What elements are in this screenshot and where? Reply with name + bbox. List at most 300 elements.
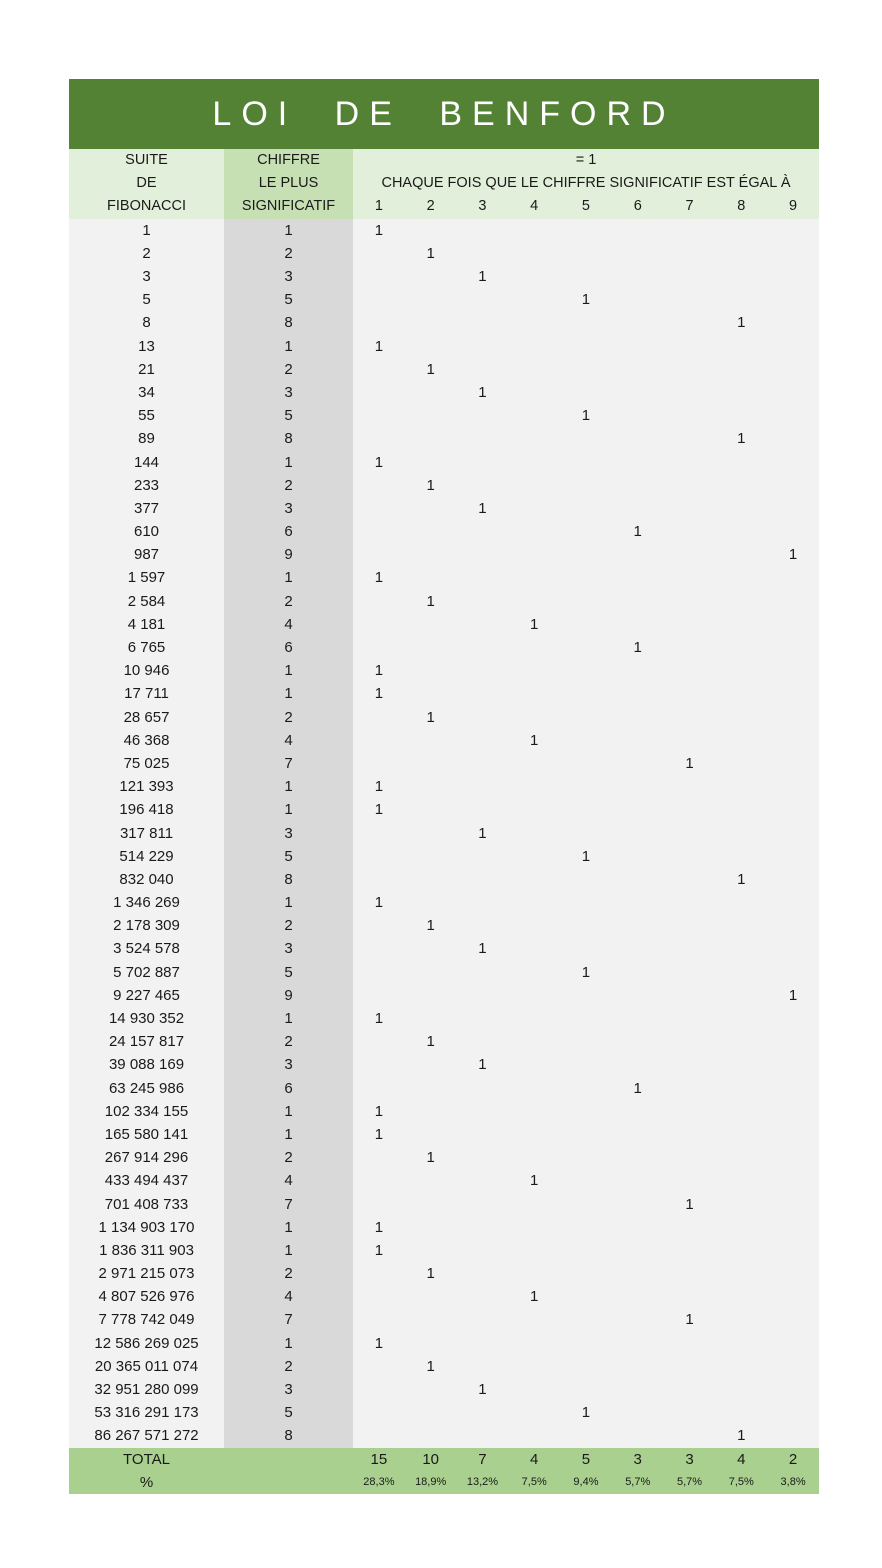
table-row — [69, 914, 819, 937]
digit-cell-6 — [612, 311, 664, 334]
digit-cell-4 — [508, 566, 560, 589]
table-row — [69, 659, 819, 682]
leading-digit: 2 — [224, 914, 353, 937]
digit-cell-2 — [405, 868, 457, 891]
digit-cell-2 — [405, 1216, 457, 1239]
fibonacci-value: 17 711 — [69, 682, 224, 705]
table-row — [69, 358, 819, 381]
digit-cell-8 — [715, 1378, 767, 1401]
digit-cell-7 — [664, 1332, 716, 1355]
leading-digit: 2 — [224, 1146, 353, 1169]
fibonacci-value: 55 — [69, 404, 224, 427]
digit-cell-9 — [767, 1216, 819, 1239]
leading-digit: 5 — [224, 845, 353, 868]
digit-cell-2 — [405, 1007, 457, 1030]
digit-cell-2 — [405, 1285, 457, 1308]
digit-cell-8 — [715, 1007, 767, 1030]
digit-cell-5 — [560, 613, 612, 636]
digit-cell-1: 1 — [353, 1332, 405, 1355]
digit-cell-2 — [405, 497, 457, 520]
header-row-3 — [69, 195, 819, 218]
digit-cell-2 — [405, 845, 457, 868]
digit-cell-7 — [664, 914, 716, 937]
digit-cell-1 — [353, 613, 405, 636]
digit-cell-6 — [612, 682, 664, 705]
digit-cell-3 — [457, 613, 509, 636]
digit-cell-7 — [664, 566, 716, 589]
digit-cell-1 — [353, 937, 405, 960]
header-row-1 — [69, 149, 819, 172]
digit-cell-5: 1 — [560, 961, 612, 984]
leading-digit: 2 — [224, 1355, 353, 1378]
digit-cell-5 — [560, 1007, 612, 1030]
digit-cell-1 — [353, 590, 405, 613]
leading-digit: 9 — [224, 984, 353, 1007]
digit-cell-5 — [560, 1332, 612, 1355]
digit-cell-1 — [353, 752, 405, 775]
digit-cell-6 — [612, 590, 664, 613]
digit-cell-9 — [767, 566, 819, 589]
digit-cell-3 — [457, 474, 509, 497]
digit-cell-5 — [560, 1308, 612, 1331]
digit-cell-3 — [457, 775, 509, 798]
digit-cell-1 — [353, 404, 405, 427]
digit-cell-8 — [715, 474, 767, 497]
digit-cell-7 — [664, 404, 716, 427]
leading-digit: 1 — [224, 798, 353, 821]
leading-digit: 3 — [224, 1378, 353, 1401]
leading-digit: 3 — [224, 381, 353, 404]
digit-cell-1: 1 — [353, 1216, 405, 1239]
digit-cell-1 — [353, 242, 405, 265]
header-digit-line1: CHIFFRE — [224, 149, 353, 172]
table-row — [69, 242, 819, 265]
digit-cell-2 — [405, 937, 457, 960]
digit-cell-5 — [560, 543, 612, 566]
percent-value: 7,5% — [715, 1471, 767, 1494]
digit-cell-8 — [715, 404, 767, 427]
table-row — [69, 1192, 819, 1215]
digit-cell-9 — [767, 775, 819, 798]
digit-cell-3 — [457, 752, 509, 775]
digit-cell-7 — [664, 1262, 716, 1285]
digit-cell-8 — [715, 798, 767, 821]
table-row — [69, 1332, 819, 1355]
digit-cell-8 — [715, 914, 767, 937]
digit-cell-1 — [353, 845, 405, 868]
digit-cell-1 — [353, 868, 405, 891]
digit-cell-4 — [508, 335, 560, 358]
digit-cell-1 — [353, 265, 405, 288]
digit-cell-8 — [715, 636, 767, 659]
percent-spacer — [224, 1471, 353, 1494]
digit-cell-5 — [560, 659, 612, 682]
digit-cell-1 — [353, 288, 405, 311]
digit-cell-5 — [560, 1285, 612, 1308]
digit-cell-6 — [612, 659, 664, 682]
percent-value: 3,8% — [767, 1471, 819, 1494]
total-count: 15 — [353, 1448, 405, 1471]
percent-label: % — [69, 1471, 224, 1494]
digit-cell-8 — [715, 1355, 767, 1378]
digit-cell-7 — [664, 729, 716, 752]
digit-cell-1 — [353, 1192, 405, 1215]
digit-cell-8 — [715, 358, 767, 381]
digit-cell-2: 1 — [405, 358, 457, 381]
digit-cell-8 — [715, 659, 767, 682]
leading-digit: 2 — [224, 358, 353, 381]
digit-cell-5 — [560, 1077, 612, 1100]
digit-cell-1: 1 — [353, 1007, 405, 1030]
digit-cell-4 — [508, 961, 560, 984]
digit-cell-2 — [405, 984, 457, 1007]
digit-cell-8: 1 — [715, 868, 767, 891]
benford-sheet — [69, 79, 819, 1494]
digit-cell-6 — [612, 1424, 664, 1447]
table-row — [69, 1285, 819, 1308]
digit-cell-6 — [612, 566, 664, 589]
leading-digit: 6 — [224, 1077, 353, 1100]
leading-digit: 3 — [224, 1053, 353, 1076]
digit-cell-6: 1 — [612, 636, 664, 659]
digit-cell-8 — [715, 845, 767, 868]
digit-cell-3 — [457, 1123, 509, 1146]
digit-cell-9 — [767, 1239, 819, 1262]
digit-cell-3 — [457, 543, 509, 566]
digit-cell-2 — [405, 265, 457, 288]
digit-cell-3 — [457, 1007, 509, 1030]
leading-digit: 1 — [224, 891, 353, 914]
digit-cell-5 — [560, 566, 612, 589]
digit-cell-9 — [767, 311, 819, 334]
digit-cell-7 — [664, 984, 716, 1007]
digit-cell-2 — [405, 427, 457, 450]
digit-cell-5 — [560, 1355, 612, 1378]
leading-digit: 1 — [224, 1332, 353, 1355]
leading-digit: 2 — [224, 706, 353, 729]
leading-digit: 1 — [224, 775, 353, 798]
digit-cell-5 — [560, 590, 612, 613]
digit-cell-4 — [508, 891, 560, 914]
digit-cell-3 — [457, 1192, 509, 1215]
fibonacci-value: 12 586 269 025 — [69, 1332, 224, 1355]
percent-value: 18,9% — [405, 1471, 457, 1494]
digit-cell-8 — [715, 1053, 767, 1076]
digit-cell-5 — [560, 798, 612, 821]
digit-cell-9 — [767, 729, 819, 752]
digit-cell-7 — [664, 450, 716, 473]
table-row — [69, 706, 819, 729]
digit-cell-7 — [664, 242, 716, 265]
leading-digit: 8 — [224, 1424, 353, 1447]
digit-cell-7 — [664, 265, 716, 288]
fibonacci-value: 5 702 887 — [69, 961, 224, 984]
digit-cell-9 — [767, 682, 819, 705]
digit-cell-1 — [353, 1378, 405, 1401]
digit-cell-3 — [457, 427, 509, 450]
table-row — [69, 1053, 819, 1076]
digit-cell-4 — [508, 1355, 560, 1378]
table-row — [69, 219, 819, 242]
digit-cell-1 — [353, 1077, 405, 1100]
digit-cell-1 — [353, 1030, 405, 1053]
digit-cell-4: 1 — [508, 1169, 560, 1192]
digit-cell-5: 1 — [560, 845, 612, 868]
fibonacci-value: 7 778 742 049 — [69, 1308, 224, 1331]
digit-cell-6 — [612, 937, 664, 960]
digit-cell-3 — [457, 659, 509, 682]
digit-cell-9 — [767, 1030, 819, 1053]
digit-cell-3 — [457, 335, 509, 358]
digit-cell-9 — [767, 937, 819, 960]
digit-cell-6 — [612, 381, 664, 404]
digit-cell-9 — [767, 636, 819, 659]
digit-cell-2 — [405, 219, 457, 242]
digit-cell-3 — [457, 914, 509, 937]
digit-cell-7 — [664, 1100, 716, 1123]
digit-cell-4 — [508, 1030, 560, 1053]
digit-cell-3: 1 — [457, 265, 509, 288]
digit-cell-6 — [612, 1401, 664, 1424]
digit-cell-6 — [612, 1169, 664, 1192]
digit-cell-3 — [457, 891, 509, 914]
digit-cell-2 — [405, 891, 457, 914]
digit-cell-8 — [715, 450, 767, 473]
fibonacci-value: 21 — [69, 358, 224, 381]
digit-cell-5 — [560, 1239, 612, 1262]
digit-cell-8: 1 — [715, 427, 767, 450]
leading-digit: 1 — [224, 1100, 353, 1123]
table-row — [69, 891, 819, 914]
fibonacci-value: 144 — [69, 450, 224, 473]
digit-cell-7 — [664, 1146, 716, 1169]
digit-cell-1 — [353, 914, 405, 937]
title-bar — [69, 79, 819, 149]
digit-cell-5 — [560, 636, 612, 659]
percent-value: 13,2% — [457, 1471, 509, 1494]
digit-cell-8 — [715, 984, 767, 1007]
digit-cell-2 — [405, 566, 457, 589]
fibonacci-value: 34 — [69, 381, 224, 404]
digit-cell-8 — [715, 566, 767, 589]
digit-cell-8 — [715, 613, 767, 636]
leading-digit: 1 — [224, 219, 353, 242]
digit-cell-5 — [560, 381, 612, 404]
digit-cell-3 — [457, 845, 509, 868]
digit-cell-9 — [767, 1401, 819, 1424]
digit-cell-7 — [664, 520, 716, 543]
total-count: 10 — [405, 1448, 457, 1471]
table-row — [69, 404, 819, 427]
digit-cell-6 — [612, 752, 664, 775]
fibonacci-value: 20 365 011 074 — [69, 1355, 224, 1378]
digit-cell-4 — [508, 775, 560, 798]
digit-cell-7 — [664, 497, 716, 520]
digit-cell-6 — [612, 1239, 664, 1262]
table-row — [69, 937, 819, 960]
table-row — [69, 335, 819, 358]
digit-cell-7 — [664, 1239, 716, 1262]
digit-cell-5: 1 — [560, 288, 612, 311]
fibonacci-value: 165 580 141 — [69, 1123, 224, 1146]
digit-cell-4 — [508, 984, 560, 1007]
digit-cell-2 — [405, 1401, 457, 1424]
digit-cell-9 — [767, 1192, 819, 1215]
digit-cell-4 — [508, 845, 560, 868]
digit-cell-8 — [715, 961, 767, 984]
header-fib-line3: FIBONACCI — [69, 195, 224, 218]
digit-cell-3 — [457, 311, 509, 334]
digit-cell-9 — [767, 961, 819, 984]
digit-cell-1 — [353, 381, 405, 404]
digit-cell-7: 1 — [664, 1192, 716, 1215]
table-row — [69, 1401, 819, 1424]
digit-cell-2 — [405, 1424, 457, 1447]
digit-cell-5: 1 — [560, 1401, 612, 1424]
digit-cell-9 — [767, 520, 819, 543]
digit-cell-2: 1 — [405, 474, 457, 497]
digit-cell-2 — [405, 1308, 457, 1331]
digit-cell-4: 1 — [508, 1285, 560, 1308]
fibonacci-value: 1 836 311 903 — [69, 1239, 224, 1262]
leading-digit: 6 — [224, 636, 353, 659]
digit-cell-6 — [612, 1146, 664, 1169]
digit-cell-9: 1 — [767, 984, 819, 1007]
digit-cell-2 — [405, 1239, 457, 1262]
digit-cell-1: 1 — [353, 775, 405, 798]
table-row — [69, 497, 819, 520]
digit-cell-6 — [612, 914, 664, 937]
digit-cell-7 — [664, 1077, 716, 1100]
digit-cell-6 — [612, 474, 664, 497]
fibonacci-value: 10 946 — [69, 659, 224, 682]
digit-header-9: 9 — [767, 195, 819, 218]
digit-cell-7 — [664, 1053, 716, 1076]
digit-cell-7 — [664, 474, 716, 497]
digit-cell-2: 1 — [405, 590, 457, 613]
table-row — [69, 590, 819, 613]
table-row — [69, 798, 819, 821]
digit-cell-3 — [457, 450, 509, 473]
digit-cell-4 — [508, 1146, 560, 1169]
digit-cell-6: 1 — [612, 520, 664, 543]
digit-cell-5 — [560, 1378, 612, 1401]
digit-cell-8 — [715, 265, 767, 288]
digit-cell-2 — [405, 752, 457, 775]
digit-cell-1: 1 — [353, 566, 405, 589]
digit-cell-1: 1 — [353, 682, 405, 705]
digit-cell-3: 1 — [457, 497, 509, 520]
percent-value: 7,5% — [508, 1471, 560, 1494]
digit-cell-6 — [612, 1355, 664, 1378]
table-row — [69, 265, 819, 288]
digit-cell-4 — [508, 937, 560, 960]
digit-cell-4 — [508, 682, 560, 705]
digit-cell-9 — [767, 1077, 819, 1100]
fibonacci-value: 3 — [69, 265, 224, 288]
digit-cell-4 — [508, 381, 560, 404]
digit-cell-1 — [353, 1262, 405, 1285]
digit-cell-9 — [767, 1332, 819, 1355]
digit-cell-9 — [767, 497, 819, 520]
digit-cell-4 — [508, 1262, 560, 1285]
digit-cell-4 — [508, 404, 560, 427]
digit-cell-7 — [664, 335, 716, 358]
table-row — [69, 752, 819, 775]
digit-cell-6 — [612, 427, 664, 450]
digit-cell-7 — [664, 798, 716, 821]
table-row — [69, 520, 819, 543]
leading-digit: 4 — [224, 1169, 353, 1192]
digit-cell-2 — [405, 1053, 457, 1076]
digit-cell-8 — [715, 729, 767, 752]
digit-cell-3 — [457, 1239, 509, 1262]
percent-value: 9,4% — [560, 1471, 612, 1494]
table-row — [69, 1355, 819, 1378]
digit-cell-5: 1 — [560, 404, 612, 427]
fibonacci-value: 2 584 — [69, 590, 224, 613]
digit-cell-5 — [560, 1123, 612, 1146]
leading-digit: 1 — [224, 566, 353, 589]
digit-cell-5 — [560, 914, 612, 937]
digit-cell-7 — [664, 590, 716, 613]
fibonacci-value: 39 088 169 — [69, 1053, 224, 1076]
digit-cell-2 — [405, 729, 457, 752]
digit-cell-4 — [508, 543, 560, 566]
digit-cell-9 — [767, 659, 819, 682]
fibonacci-value: 701 408 733 — [69, 1192, 224, 1215]
digit-cell-5 — [560, 242, 612, 265]
digit-cell-3 — [457, 961, 509, 984]
digit-cell-6 — [612, 984, 664, 1007]
digit-cell-4 — [508, 1192, 560, 1215]
leading-digit: 8 — [224, 427, 353, 450]
total-label: TOTAL — [69, 1448, 224, 1471]
leading-digit: 7 — [224, 752, 353, 775]
table-row — [69, 1169, 819, 1192]
digit-cell-5 — [560, 474, 612, 497]
digit-cell-5 — [560, 450, 612, 473]
leading-digit: 4 — [224, 729, 353, 752]
total-spacer — [224, 1448, 353, 1471]
digit-cell-3: 1 — [457, 821, 509, 844]
digit-cell-1: 1 — [353, 891, 405, 914]
digit-cell-1: 1 — [353, 798, 405, 821]
digit-cell-6 — [612, 1216, 664, 1239]
digit-cell-9 — [767, 265, 819, 288]
digit-cell-6 — [612, 798, 664, 821]
digit-header-7: 7 — [664, 195, 716, 218]
digit-cell-8 — [715, 1332, 767, 1355]
digit-cell-5 — [560, 1146, 612, 1169]
digit-cell-4 — [508, 1401, 560, 1424]
leading-digit: 4 — [224, 1285, 353, 1308]
digit-cell-1 — [353, 1401, 405, 1424]
digit-cell-9 — [767, 288, 819, 311]
digit-cell-6 — [612, 1285, 664, 1308]
digit-cell-7 — [664, 1378, 716, 1401]
table-row — [69, 288, 819, 311]
digit-cell-7 — [664, 821, 716, 844]
digit-cell-7 — [664, 775, 716, 798]
digit-cell-7 — [664, 845, 716, 868]
digit-cell-8 — [715, 219, 767, 242]
digit-cell-3 — [457, 520, 509, 543]
digit-cell-5 — [560, 1053, 612, 1076]
table-row — [69, 1308, 819, 1331]
digit-cell-8 — [715, 1401, 767, 1424]
digit-cell-6 — [612, 1332, 664, 1355]
